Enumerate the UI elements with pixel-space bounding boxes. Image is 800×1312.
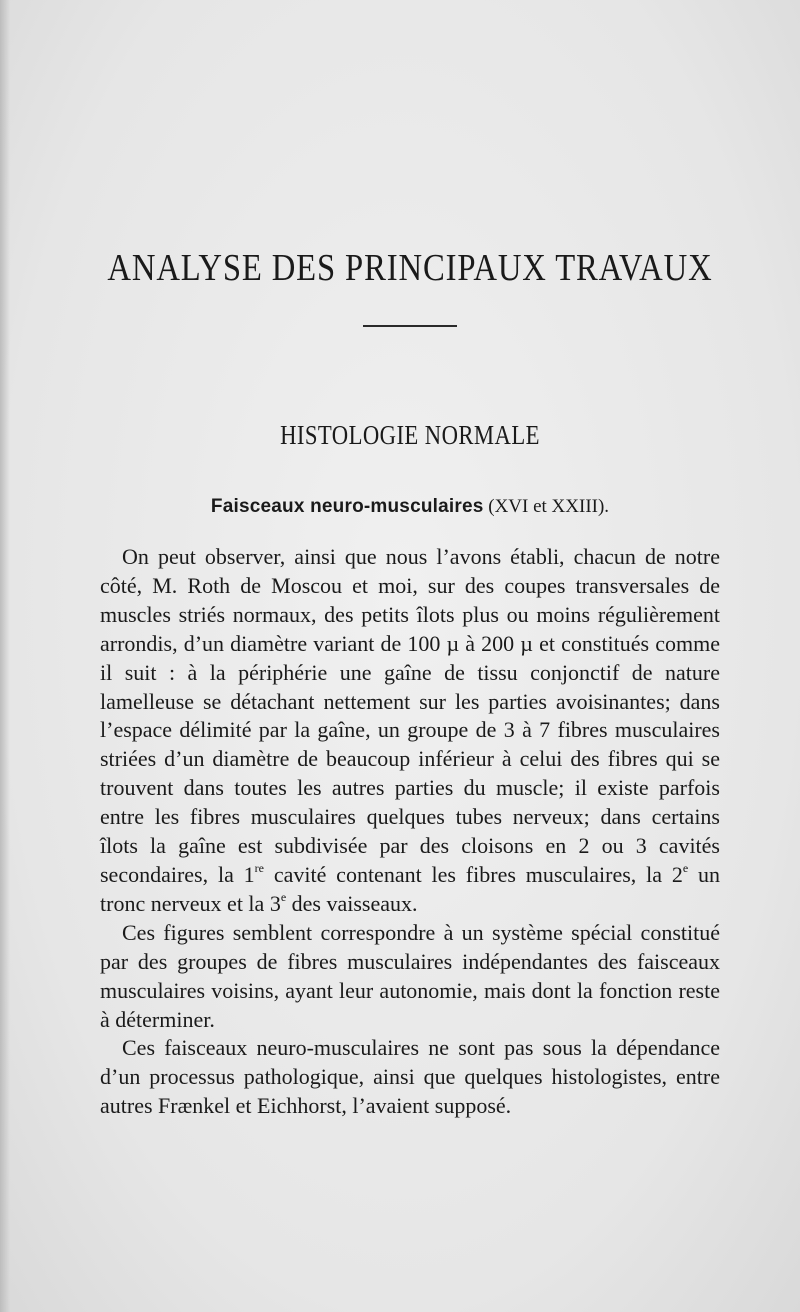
title-divider (363, 325, 457, 327)
paragraph-3: Ces faisceaux neuro-musculaires ne sont pas sous la dépendance d’un processus pathologique, ainsi que quelques histologistes, entre autres Frænkel et Eichhorst, l’avaient supposé. (100, 1035, 720, 1119)
superscript-e-2: e (280, 889, 287, 904)
paragraph-1-part-c: un tronc nerveux et la 3 (100, 861, 721, 916)
paragraph-1-part-d: des vaisseaux. (286, 890, 418, 916)
subsection-heading-reference: (XVI et XXIII). (483, 496, 610, 517)
subsection-heading-bold: Faisceaux neuro-musculaires (210, 496, 484, 517)
paragraph-2: Ces figures semblent correspondre à un système spécial constitué par des groupes de fibres musculaires indépendantes des faisceaux musculaires voisins, ayant leur autonomie, mais dont la fonction reste à déterminer. (100, 919, 720, 1032)
paragraph-1-part-b: cavité contenant les fibres musculaires, la 2 (264, 861, 683, 887)
page-edge-shadow (0, 0, 10, 1312)
section-heading: HISTOLOGIE NORMALE (280, 420, 540, 450)
superscript-re: re (254, 860, 264, 875)
paragraph-1 (100, 543, 720, 919)
body-text (100, 543, 720, 1121)
subsection-heading (0, 496, 800, 518)
superscript-e-1: e (682, 860, 689, 875)
paragraph-1-part-a: On peut observer, ainsi que nous l’avons établi, chacun de notre côté, M. Roth de Moscou et moi, sur des coupes transversales de muscles striés normaux, des petits îlots plus ou moins régulièrement arrondis, d’un diamètre variant de 100 µ à 200 µ et constitués comme il suit : à la périphérie une gaîne de tissu conjonctif de nature lamelleuse se détachant nettement sur les parties avoisinantes; dans l’espace délimité par la gaîne, un groupe de 3 à 7 fibres musculaires striées d’un diamètre de beaucoup inférieur à celui des fibres qui se trouvent dans toutes les autres parties du muscle; il existe parfois entre les fibres musculaires quelques tubes nerveux; dans certains îlots la gaîne est subdivisée par des cloisons en 2 ou 3 cavités secondaires, la 1 (100, 544, 720, 887)
page-title: ANALYSE DES PRINCIPAUX TRAVAUX (107, 247, 713, 289)
